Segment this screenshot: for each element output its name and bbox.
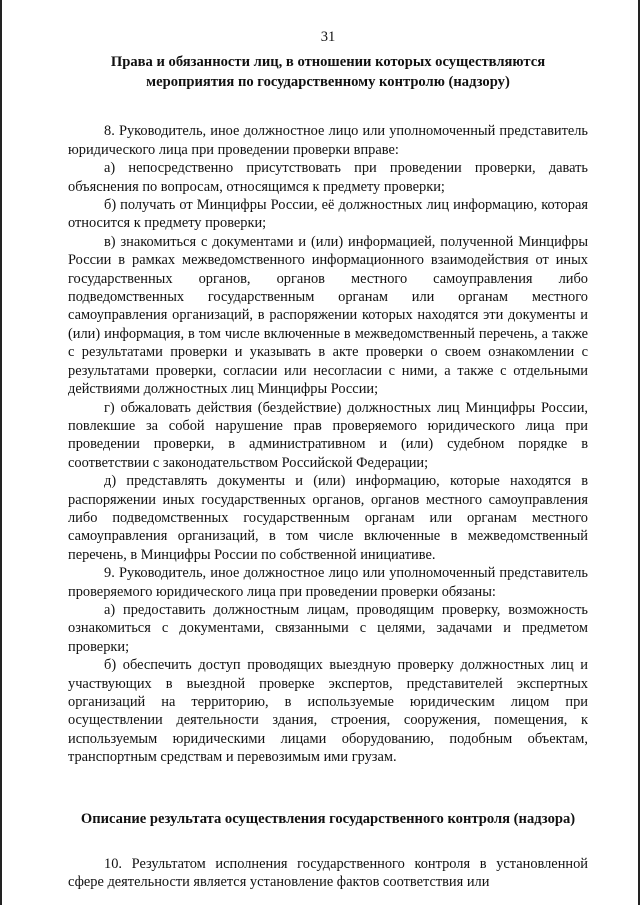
page-content [68, 28, 588, 891]
section-heading-result: Описание результата осуществления государственного контроля (надзора) [80, 810, 576, 827]
paragraph-8: 8. Руководитель, иное должностное лицо или уполномоченный представитель юридического лица при проведении проверки вправе: [68, 123, 588, 158]
section-heading-rights: Права и обязанности лиц, в отношении которых осуществляются мероприятия по государственному контролю (надзору) [110, 54, 546, 91]
paragraph-9: 9. Руководитель, иное должностное лицо или уполномоченный представитель проверяемого юридического лица при проведении проверки обязаны: [68, 565, 588, 600]
paragraph-10: 10. Результатом исполнения государственного контроля в установленной сфере деятельности является установление фактов соответствия или [68, 855, 588, 891]
paragraph-9a: а) предоставить должностным лицам, проводящим проверку, возможность ознакомиться с документами, связанными с целями, задачами и предметом проверки; [68, 601, 588, 655]
paragraph-8g: г) обжаловать действия (бездействие) должностных лиц Минцифры России, повлекшие за собой нарушение прав проверяемого юридического лица при проведении проверки, в административном и (или) судебном порядке в соответствии с законодательством Российской Федерации; [68, 399, 588, 471]
paragraph-8v: в) знакомиться с документами и (или) информацией, полученной Минцифры России в рамках межведомственного информационного взаимодействия от иных государственных органов, органов местного самоуправления либо подведомственных государственным органам или органам местного самоуправления организаций, в распоряжении которых находятся эти документы и (или) информация, в том числе включенные в межведомственный перечень, а также с результатами проверки и указывать в акте проверки о своем ознакомлении с результатами проверки, согласии или несогласии с ними, а также с отдельными действиями должностных лиц Минцифры России; [68, 233, 588, 398]
paragraph-9b: б) обеспечить доступ проводящих выездную проверку должностных лиц и участвующих в выездной проверке экспертов, представителей экспертных организаций на территорию, в используемые юридическим лицом при осуществлении деятельности здания, строения, сооружения, помещения, к используемым юридическими лицами оборудованию, подобным объектам, транспортным средствам и перевозимым ими грузам. [68, 657, 588, 766]
paragraph-8b: б) получать от Минцифры России, её должностных лиц информацию, которая относится к предмету проверки; [68, 197, 588, 232]
paragraph-8d: д) представлять документы и (или) информацию, которые находятся в распоряжении иных государственных органов, органов местного самоуправления либо подведомственных государственным органам или органам местного самоуправления организаций, в том числе включенные в межведомственный перечень, в Минцифры России по собственной инициативе. [68, 473, 588, 563]
paragraph-8a: а) непосредственно присутствовать при проведении проверки, давать объяснения по вопросам, относящимся к предмету проверки; [68, 160, 588, 195]
page-number: 31 [320, 29, 336, 45]
